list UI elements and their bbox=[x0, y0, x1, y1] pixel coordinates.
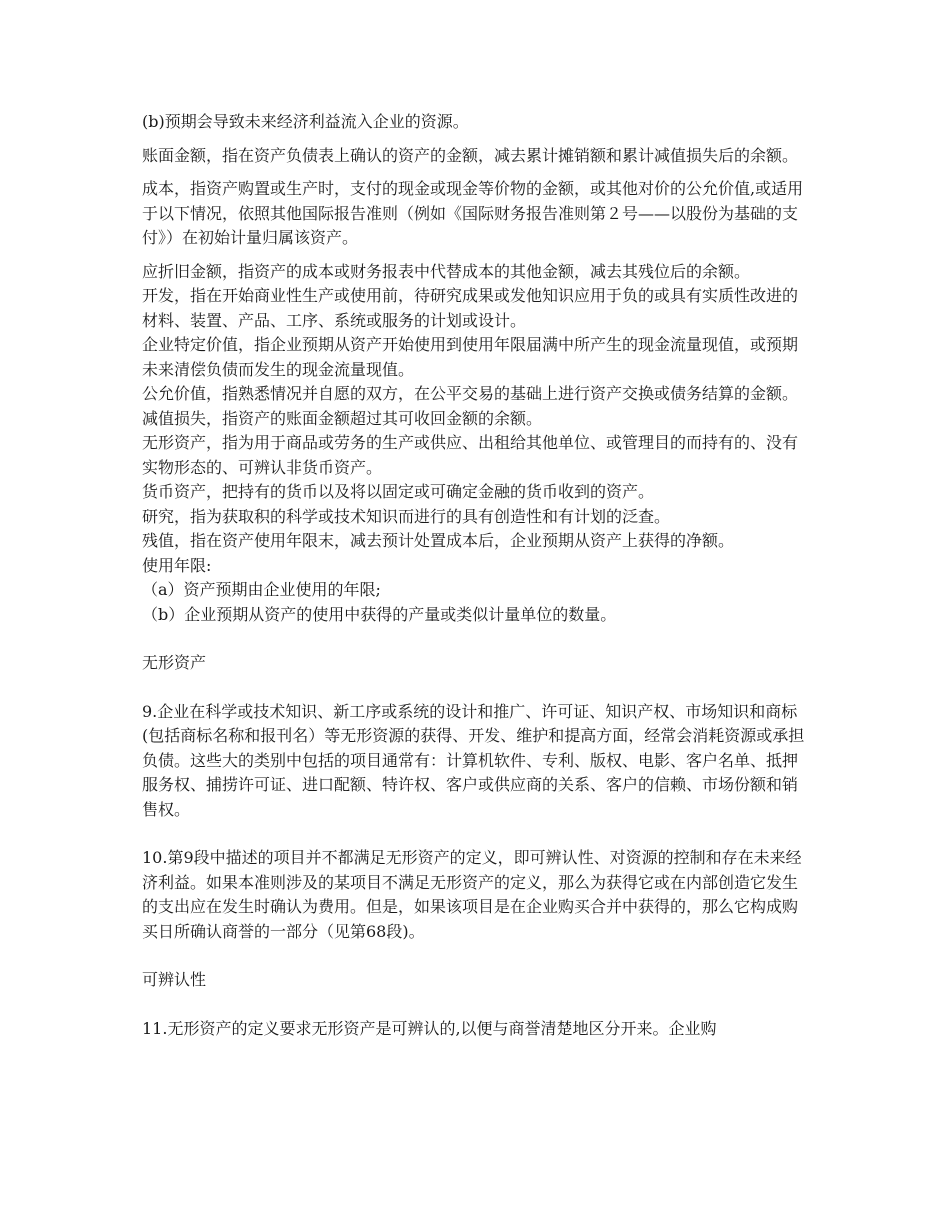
definition-useful-life-b: （b）企业预期从资产的使用中获得的产量或类似计量单位的数量。 bbox=[142, 604, 617, 624]
paragraph-11: 11.无形资产的定义要求无形资产是可辨认的,以便与商誉清楚地区分开来。企业购 bbox=[142, 1018, 717, 1038]
section-heading-intangible-assets: 无形资产 bbox=[142, 653, 207, 672]
definition-cost: 成本，指资产购置或生产时，支付的现金或现金等价物的金额，或其他对价的公允价值,或适用于以下情况，依照其他国际报告准则（例如《国际财务报告准则第２号——以股份为基础的支付》）在初始计量归属该资产。 bbox=[142, 179, 804, 247]
paragraph-10: 10.第9段中描述的项目并不都满足无形资产的定义，即可辨认性、对资源的控制和存在未来经济利益。如果本准则涉及的某项目不满足无形资产的定义，那么为获得它或在内部创造它发生的支出应在发生时确认为费用。但是，如果该项目是在企业购买合并中获得的，那么它构成购买日所确认商誉的一部分（见第68段)。 bbox=[142, 848, 802, 941]
definition-residual-value: 残值，指在资产使用年限末，减去预计处置成本后，企业预期从资产上获得的净额。 bbox=[142, 531, 735, 550]
definition-intangible-asset: 无形资产，指为用于商品或劳务的生产或供应、出租给其他单位、或管理目的而持有的、没有实物形态的、可辨认非货币资产。 bbox=[142, 433, 799, 477]
definition-fair-value: 公允价值，指熟悉情况并自愿的双方，在公平交易的基础上进行资产交换或债务结算的金额。 bbox=[142, 384, 799, 403]
definition-useful-life-a: （a）资产预期由企业使用的年限; bbox=[142, 580, 381, 599]
section-heading-identifiability: 可辨认性 bbox=[142, 970, 207, 989]
definition-carrying-amount: 账面金额，指在资产负债表上确认的资产的金额，减去累计摊销额和累计减值损失后的余额。 bbox=[142, 145, 799, 165]
definition-entity-specific-value: 企业特定价值，指企业预期从资产开始使用到使用年限届满中所产生的现金流量现值，或预期未来清偿负债而发生的现金流量现值。 bbox=[142, 335, 799, 379]
definition-research: 研究，指为获取积的科学或技术知识而进行的具有创造性和有计划的泛查。 bbox=[142, 506, 671, 526]
definition-monetary-assets: 货币资产，把持有的货币以及将以固定或可确定金融的货币收到的资产。 bbox=[142, 482, 655, 501]
definition-depreciable-amount: 应折旧金额，指资产的成本或财务报表中代替成本的其他金额，减去其残位后的余额。 bbox=[142, 261, 751, 281]
document-page bbox=[142, 110, 812, 1041]
definition-impairment-loss: 减值损失，指资产的账面金额超过其可收回金额的余额。 bbox=[142, 408, 543, 428]
definition-development: 开发，指在开始商业性生产或使用前，待研究成果或发他知识应用于负的或具有实质性改进的材料、装置、产品、工序、系统或服务的计划或设计。 bbox=[142, 286, 799, 330]
definition-b: (b)预期会导致未来经济利益流入企业的资源。 bbox=[142, 112, 469, 131]
paragraph-9: 9.企业在科学或技术知识、新工序或系统的设计和推广、许可证、知识产权、市场知识和商标(包括商标名称和报刊名）等无形资源的获得、开发、维护和提高方面，经常会消耗资源或承担负债。这些大的类别中包括的项目通常有：计算机软件、专利、版权、电影、客户名单、抵押服务权、捕捞许可证、进口配额、特许权、客户或供应商的关系、客户的信赖、市场份额和销售权。 bbox=[142, 701, 805, 819]
definition-useful-life: 使用年限: bbox=[142, 555, 212, 575]
